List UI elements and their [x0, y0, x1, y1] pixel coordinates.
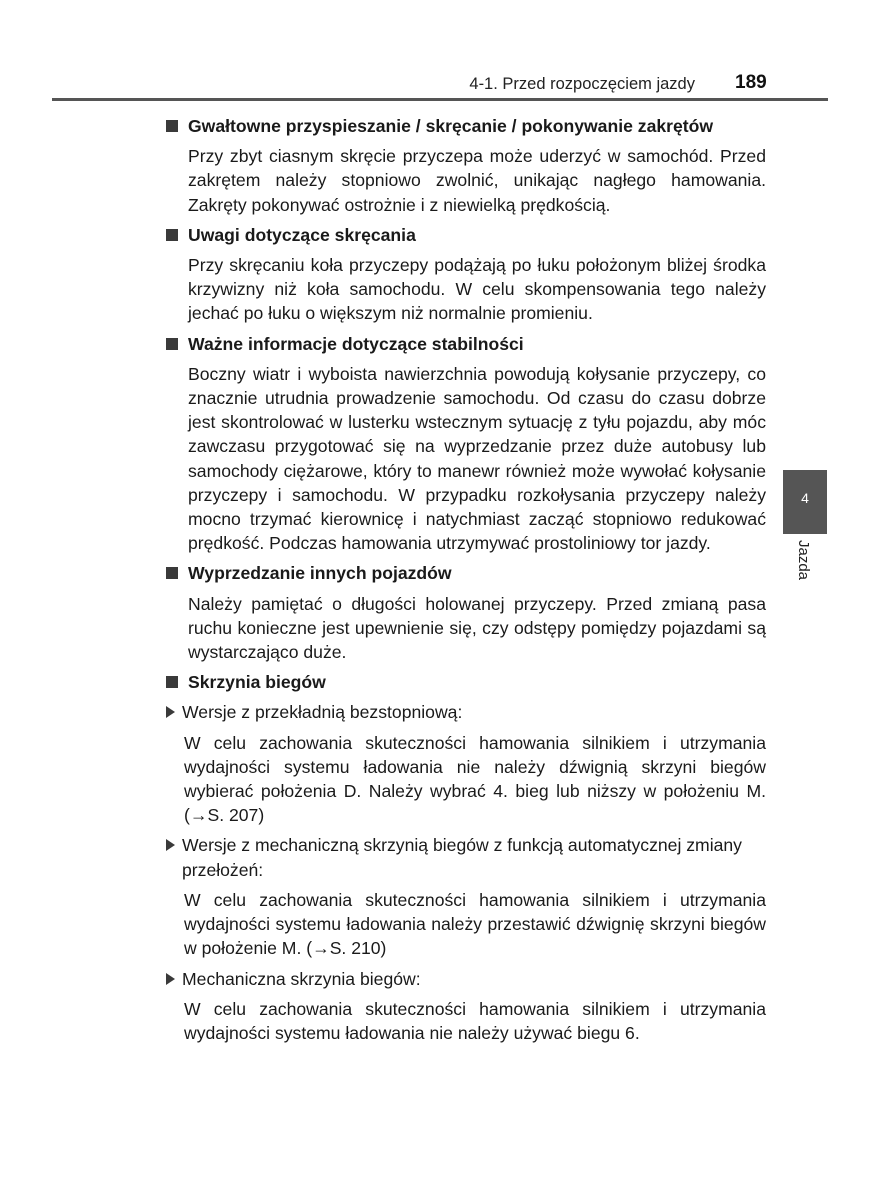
list-item-body: W celu zachowania skuteczności hamowania silnikiem i utrzymania wydajności systemu ładowania nie należy używać biegu 6. [184, 998, 766, 1043]
section-body: Przy skręcaniu koła przyczepy podążają po łuku położonym bliżej środka krzywizny niż koła samochodu. W celu skompensowania tego należy jechać po łuku o większym niż normalnie promieniu. [188, 255, 766, 324]
section-transmission [166, 670, 766, 1045]
section-body: Boczny wiatr i wyboista nawierzchnia powodują kołysanie przyczepy, co znacznie utrudnia prowadzenie samochodu. Od czasu do czasu dobrze jest skontrolować w lusterku wstecznym sytuację z tyłu pojazdu, aby móc zawczasu przygotować się na wyprzedzanie przez duże autobusy lub samochody ciężarowe, który to manewr również może wywołać kołysanie przyczepy i samochodu. W przypadku rozkołysania przyczepy należy mocno trzymać kierownicę i natychmiast zacząć stopniowo redukować prędkość. Podczas hamowania utrzymywać prostoliniowy tor jazdy. [188, 363, 766, 554]
section-turning [166, 223, 766, 326]
chapter-tab[interactable] [783, 470, 827, 534]
page-content [166, 114, 766, 1051]
list-item [166, 833, 766, 881]
header-divider [52, 98, 828, 101]
list-item [166, 967, 766, 991]
section-heading: Ważne informacje dotyczące stabilności [166, 332, 766, 356]
list-item-label: Wersje z przekładnią bezstopniową: [182, 702, 463, 723]
list-item [166, 700, 766, 724]
page-header [0, 70, 880, 100]
section-heading: Wyprzedzanie innych pojazdów [166, 561, 766, 585]
section-overtaking [166, 561, 766, 664]
page-number: 189 [735, 72, 767, 93]
list-item-label: Mechaniczna skrzynia biegów: [182, 968, 421, 989]
section-title: 4-1. Przed rozpoczęciem jazdy [469, 75, 695, 93]
chapter-number: 4 [801, 490, 809, 506]
list-item-label: Wersje z mechaniczną skrzynią biegów z funkcją automatycznej zmiany przełożeń: [182, 835, 742, 880]
section-body: Przy zbyt ciasnym skręcie przyczepa może uderzyć w samochód. Przed zakrętem należy stopniowo zwolnić, unikając nagłego hamowania. Zakręty pokonywać ostrożnie i z niewielką prędkością. [188, 146, 766, 215]
section-heading: Skrzynia biegów [166, 670, 766, 694]
list-item-body: W celu zachowania skuteczności hamowania silnikiem i utrzymania wydajności systemu ładowania należy przestawić dźwignię skrzyni biegów w położenie M. (→S. 210) [184, 889, 766, 959]
triangle-bullet-icon [166, 706, 175, 718]
chapter-label: Jazda [795, 540, 812, 581]
section-stability [166, 332, 766, 556]
list-item-body: W celu zachowania skuteczności hamowania silnikiem i utrzymania wydajności systemu ładowania nie należy dźwignią skrzyni biegów wybierać położenia D. Należy wybrać 4. bieg lub niższy w położeniu M. (→S. 207) [184, 732, 766, 826]
section-heading: Uwagi dotyczące skręcania [166, 223, 766, 247]
section-body: Należy pamiętać o długości holowanej przyczepy. Przed zmianą pasa ruchu konieczne jest upewnienie się, czy odstępy pomiędzy pojazdami są wystarczająco duże. [188, 593, 766, 663]
triangle-bullet-icon [166, 973, 175, 985]
section-acceleration [166, 114, 766, 217]
triangle-bullet-icon [166, 839, 175, 851]
section-heading: Gwałtowne przyspieszanie / skręcanie / pokonywanie zakrętów [166, 114, 766, 138]
